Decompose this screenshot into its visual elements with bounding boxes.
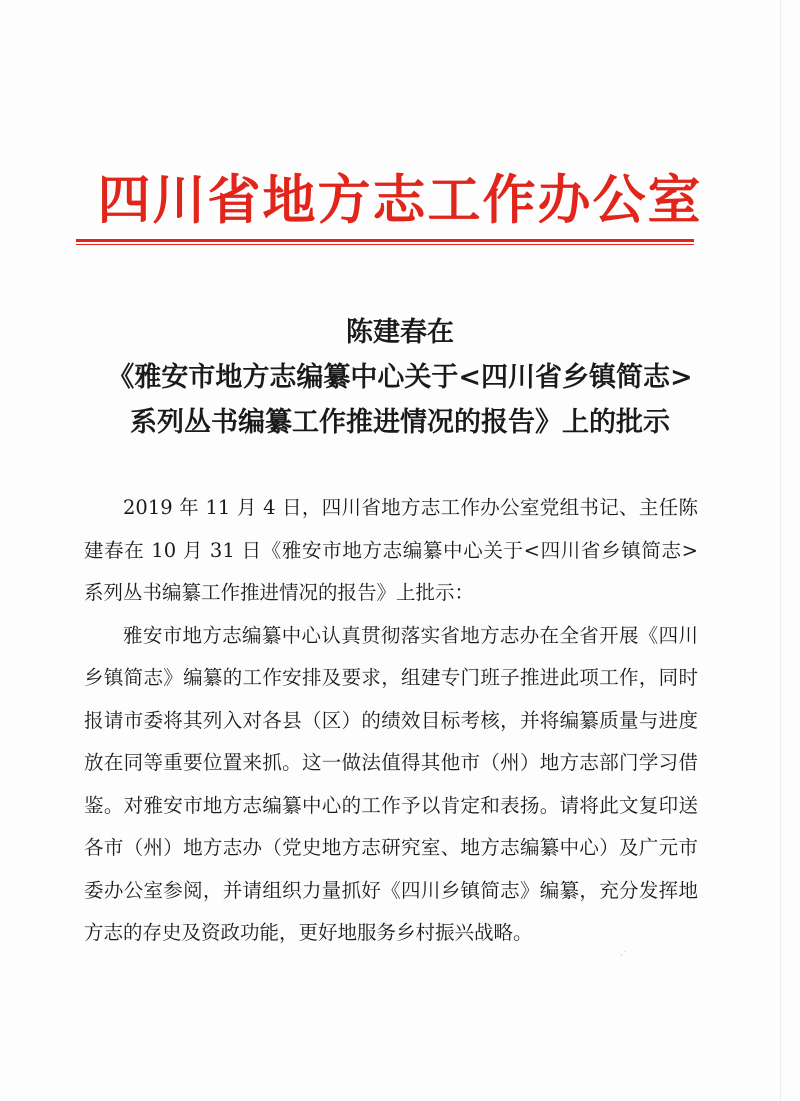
letterhead-rule-thick [76, 239, 694, 242]
title-line-2: 《雅安市地方志编纂中心关于<四川省乡镇简志> [107, 362, 693, 393]
document-title [0, 310, 800, 445]
body-paragraph-intro: 2019 年 11 月 4 日，四川省地方志工作办公室党组书记、主任陈建春在 10 月 31 日《雅安市地方志编纂中心关于<四川省乡镇简志>系列丛书编纂工作推进情况的报告》上批示： [84, 496, 698, 604]
scan-speck-mark: ·˙ [620, 951, 628, 961]
title-line-1: 陈建春在 [346, 317, 454, 348]
letterhead-org-name: 四川省地方志工作办公室 [97, 170, 703, 231]
document-body [84, 487, 698, 955]
letterhead-rule-thin [76, 244, 694, 245]
title-line-3: 系列丛书编纂工作推进情况的报告》上的批示 [130, 407, 670, 438]
body-paragraph-instruction: 雅安市地方志编纂中心认真贯彻落实省地方志办在全省开展《四川乡镇简志》编纂的工作安排及要求，组建专门班子推进此项工作，同时报请市委将其列入对各县（区）的绩效目标考核，并将编纂质量与进度放在同等重要位置来抓。这一做法值得其他市（州）地方志部门学习借鉴。对雅安市地方志编纂中心的工作予以肯定和表扬。请将此文复印送各市（州）地方志办（党史地方志研究室、地方志编纂中心）及广元市委办公室参阅，并请组织力量抓好《四川乡镇简志》编纂，充分发挥地方志的存史及资政功能，更好地服务乡村振兴战略。 [84, 623, 698, 944]
